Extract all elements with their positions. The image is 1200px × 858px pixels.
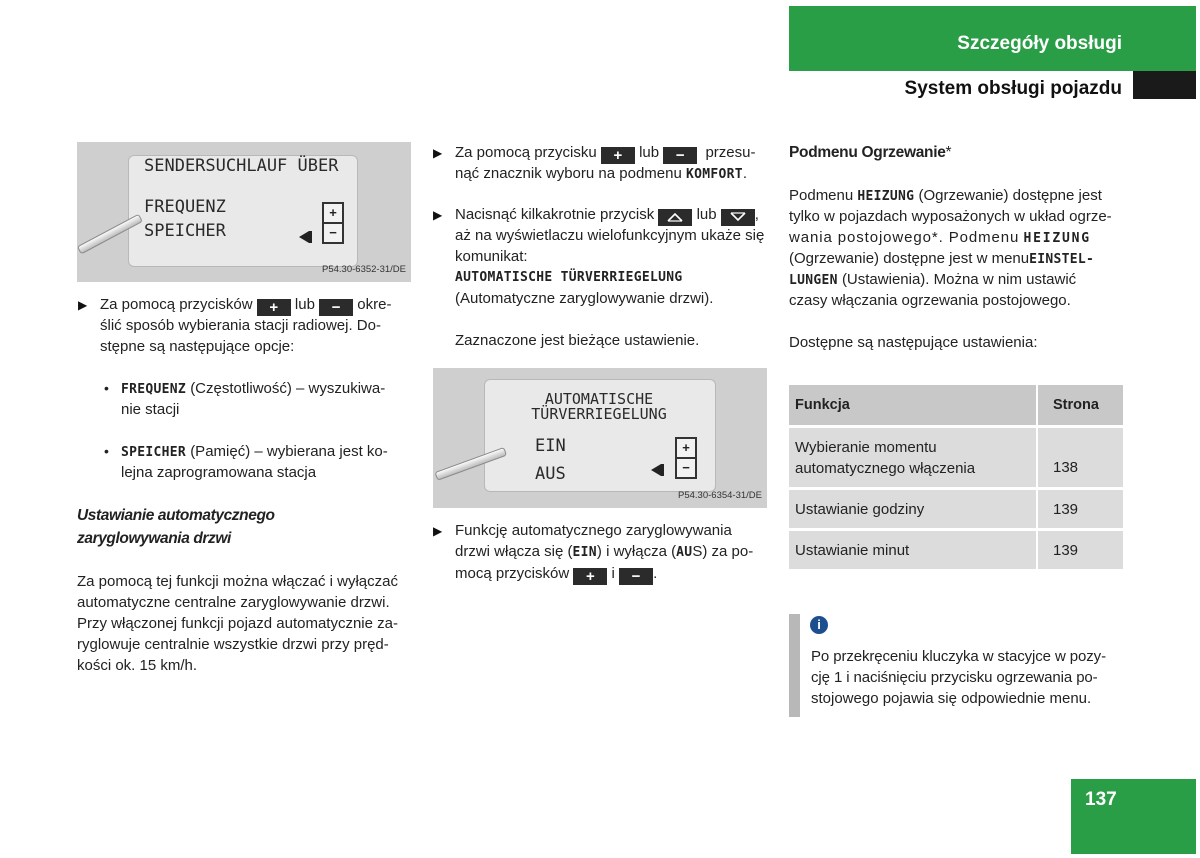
table-row: [789, 428, 1123, 487]
para-line-3: Przy włączonej funkcji pojazd automatycznie za-: [77, 615, 398, 632]
figure-radio-search-display: [77, 142, 411, 282]
figure-caption: P54.30-6354-31/DE: [678, 490, 762, 501]
note-line-1: Po przekręceniu kluczyka w stacyjce w pozy-: [811, 648, 1106, 665]
subsection-title: System obsługi pojazdu: [904, 78, 1122, 99]
bullet-icon: •: [104, 443, 109, 459]
table-row: [789, 531, 1123, 569]
step-arrow-icon: ▶: [433, 208, 443, 222]
col2-step1-line2: nąć znacznik wyboru na podmenu KOMFORT.: [455, 165, 748, 182]
heating-para-line4: (Ogrzewanie) dostępne jest w menuEINSTEL-: [789, 250, 1095, 267]
bullet2-line2: lejna zaprogramowana stacja: [121, 464, 317, 481]
section-title: Szczegóły obsługi: [957, 33, 1122, 54]
figure-caption: P54.30-6352-31/DE: [322, 264, 406, 275]
col2-marked-setting: Zaznaczone jest bieżące ustawienie.: [455, 332, 700, 349]
table-header-row: [789, 385, 1123, 425]
table-cell-function-line1: Wybieranie momentu: [795, 438, 937, 456]
heating-para-line5: LUNGEN (Ustawienia). Można w nim ustawić: [789, 271, 1077, 288]
step-arrow-icon: ▶: [78, 298, 88, 312]
plus-minus-scale-icon: + −: [322, 202, 344, 244]
heating-para-line6: czasy włączania ogrzewania postojowego.: [789, 292, 1071, 309]
lcd-title-line1: AUTOMATISCHE: [544, 390, 654, 408]
lcd-option-aus: AUS: [535, 464, 566, 484]
bullet1-line1: FREQUENZ (Częstotliwość) – wyszukiwa-: [121, 380, 386, 397]
step1-line1: Za pomocą przycisków + lub − okre-: [100, 296, 392, 316]
col2-step2-line5: (Automatyczne zaryglowywanie drzwi).: [455, 290, 714, 307]
settings-table: [789, 385, 1123, 569]
table-row: [789, 490, 1123, 528]
table-cell-page: 138: [1053, 459, 1079, 476]
table-cell-function: Ustawianie minut: [789, 531, 1037, 569]
col2-message-code: AUTOMATISCHE TÜRVERRIEGELUNG: [455, 270, 683, 285]
page-number: 137: [1085, 789, 1117, 810]
col2-step3-line2: drzwi włącza się (EIN) i wyłącza (AUS) za po-: [455, 543, 754, 560]
header-black-tab: [1133, 71, 1196, 99]
minus-button-icon: −: [663, 147, 697, 164]
minus-button-icon: −: [619, 568, 653, 585]
table-header-page: Strona: [1053, 396, 1099, 413]
bullet1-line2: nie stacji: [121, 401, 180, 418]
lcd-option-frequenz: FREQUENZ: [144, 197, 226, 217]
plus-button-icon: +: [601, 147, 635, 164]
step1-line3: stępne są następujące opcje:: [100, 338, 295, 355]
selection-marker-icon: [299, 231, 309, 243]
col2-step3-line1: Funkcję automatycznego zaryglowywania: [455, 522, 732, 539]
heating-para-line2: tylko w pojazdach wyposażonych w układ ogrze-: [789, 208, 1112, 225]
selection-marker-bar: [661, 464, 664, 476]
para-line-4: ryglowuje centralnie wszystkie drzwi przy pręd-: [77, 636, 389, 653]
heating-para-line3: wania postojowego*. Podmenu HEIZUNG: [789, 229, 1091, 246]
table-header-function: Funkcja: [789, 385, 1037, 425]
plus-button-icon: +: [257, 299, 291, 316]
table-cell-function: Ustawianie godziny: [789, 490, 1037, 528]
col2-step2-line3: komunikat:: [455, 248, 528, 265]
step1-line2: ślić sposób wybierania stacji radiowej. Do-: [100, 317, 381, 334]
plus-minus-scale-icon: + −: [675, 437, 697, 479]
note-side-bar: [789, 614, 800, 717]
para-line-2: automatyczne centralne zaryglowywanie drzwi.: [77, 594, 390, 611]
selection-marker-icon: [651, 464, 661, 476]
step-arrow-icon: ▶: [433, 524, 443, 538]
table-cell-function-line2: automatycznego włączenia: [795, 459, 976, 477]
lcd-option-speicher: SPEICHER: [144, 221, 226, 241]
selection-marker-bar: [309, 231, 312, 243]
col2-step3-line3: mocą przycisków + i − .: [455, 565, 658, 585]
lcd-title-line2: TÜRVERRIEGELUNG: [531, 405, 667, 423]
col2-step2-line1: Nacisnąć kilkakrotnie przycisk lub ,: [455, 204, 759, 226]
para-line-1: Za pomocą tej funkcji można włączać i wyłączać: [77, 573, 398, 590]
heading-auto-lock-line2: zaryglowywania drzwi: [77, 530, 231, 547]
figure-auto-lock-display: [433, 368, 767, 508]
bullet-icon: •: [104, 380, 109, 396]
heading-auto-lock-line1: Ustawianie automatycznego: [77, 507, 275, 524]
table-cell-page: 139: [1053, 500, 1079, 518]
info-icon: i: [810, 616, 828, 634]
table-cell-page: 139: [1053, 541, 1079, 559]
para-line-5: kości ok. 15 km/h.: [77, 657, 198, 674]
settings-intro: Dostępne są następujące ustawienia:: [789, 334, 1038, 351]
bullet2-line1: SPEICHER (Pamięć) – wybierana jest ko-: [121, 443, 388, 460]
minus-button-icon: −: [319, 299, 353, 316]
lcd-option-ein: EIN: [535, 436, 566, 456]
up-arrow-button-icon: [658, 209, 692, 226]
step-arrow-icon: ▶: [433, 146, 443, 160]
down-arrow-button-icon: [721, 209, 755, 226]
lcd-title: SENDERSUCHLAUF ÜBER: [144, 156, 339, 176]
heading-heating-submenu: Podmenu Ogrzewanie*: [789, 144, 952, 161]
heating-para-line1: Podmenu HEIZUNG (Ogrzewanie) dostępne jest: [789, 187, 1102, 204]
col2-step2-line2: aż na wyświetlaczu wielofunkcyjnym ukaże się: [455, 227, 765, 244]
col2-step1-line1: Za pomocą przycisku + lub − przesu-: [455, 144, 756, 164]
note-line-3: stojowego pojawia się odpowiednie menu.: [811, 690, 1092, 707]
note-line-2: cję 1 i naciśnięciu przycisku ogrzewania po-: [811, 669, 1098, 686]
table-cell-function: [789, 428, 1037, 487]
plus-button-icon: +: [573, 568, 607, 585]
